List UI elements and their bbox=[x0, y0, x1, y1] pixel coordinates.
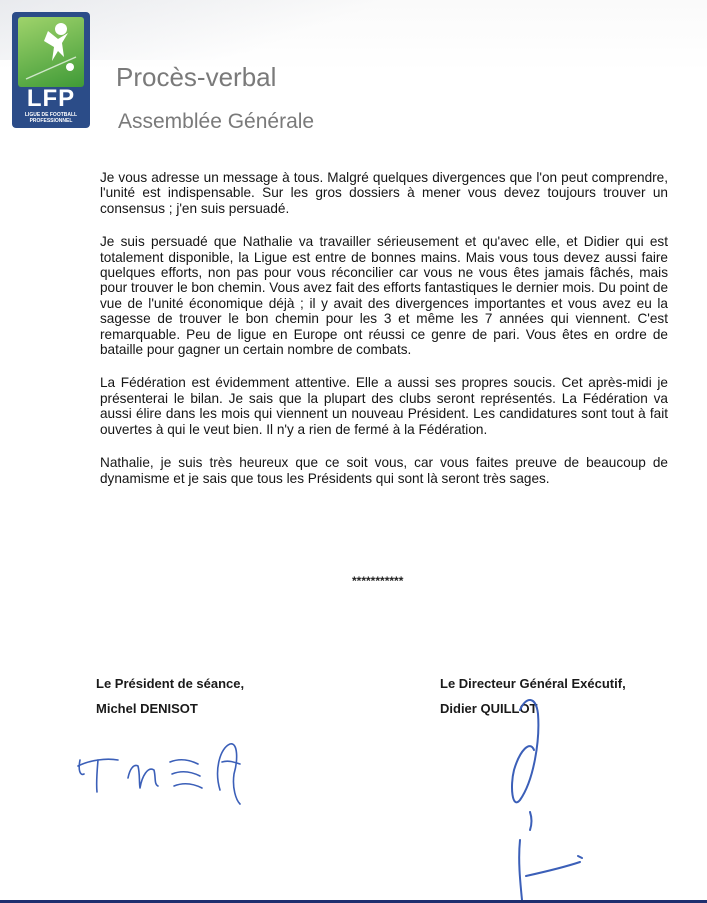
paragraph: Je suis persuadé que Nathalie va travailler sérieusement et qu'avec elle, et Didier qui est totalement disponible, la Ligue est entre de bonnes mains. Mais vous tous devez aussi faire quelques efforts, non pas pour vous réconcilier car vous ne vous êtes jamais fâchés, mais pour trouver le bon chemin. Vous avez fait des efforts fantastiques le dernier mois. Du point de vue de l'unité économique déjà ; il y avait des divergences importantes et vous avez eu la sagesse de trouver le bon chemin pour les 3 et même les 7 années qui viennent. C'est remarquable. Peu de ligue en Europe ont réussi ce genre de pari. Vous êtes en ordre de bataille pour gagner un certain nombre de combats. bbox=[100, 234, 668, 358]
document-body bbox=[100, 170, 668, 504]
paragraph: La Fédération est évidemment attentive. Elle a aussi ses propres soucis. Cet après-midi je présenterai le bilan. Je sais que la plupart des clubs seront représentés. La Fédération va aussi élire dans les mois qui viennent un nouveau Président. Les candidatures sont tout à fait ouvertes à qui le veut bien. Il n'y a rien de fermé à la Fédération. bbox=[100, 375, 668, 437]
lfp-logo bbox=[12, 12, 90, 128]
page-subtitle: Assemblée Générale bbox=[118, 110, 315, 133]
handwritten-signature-right bbox=[490, 690, 600, 902]
logo-subtitle: LIGUE DE FOOTBALL PROFESSIONNEL bbox=[24, 112, 78, 124]
handwritten-signature-left bbox=[70, 730, 260, 810]
paragraph: Nathalie, je suis très heureux que ce soit vous, car vous faites preuve de beaucoup de dynamisme et je sais que tous les Présidents qui sont là seront très sages. bbox=[100, 455, 668, 486]
signatory-role: Le Président de séance, bbox=[96, 676, 245, 691]
signatory-role: Le Directeur Général Exécutif, bbox=[440, 676, 626, 691]
section-separator: *********** bbox=[352, 574, 404, 588]
page-title: Procès-verbal bbox=[116, 62, 277, 92]
signatory-name: Didier QUILLOT bbox=[440, 701, 538, 716]
signature-block-left bbox=[96, 676, 244, 716]
paragraph: Je vous adresse un message à tous. Malgré quelques divergences que l'on peut comprendre, l'unité est indispensable. Sur les gros dossiers à mener vous devez toujours trouver un consensus ; j'en suis persuadé. bbox=[100, 170, 668, 216]
logo-pitch bbox=[18, 17, 84, 87]
scan-shading bbox=[0, 0, 707, 60]
player-silhouette-icon bbox=[18, 17, 84, 87]
logo-letters: LFP bbox=[26, 85, 76, 112]
signatory-name: Michel DENISOT bbox=[96, 701, 198, 716]
